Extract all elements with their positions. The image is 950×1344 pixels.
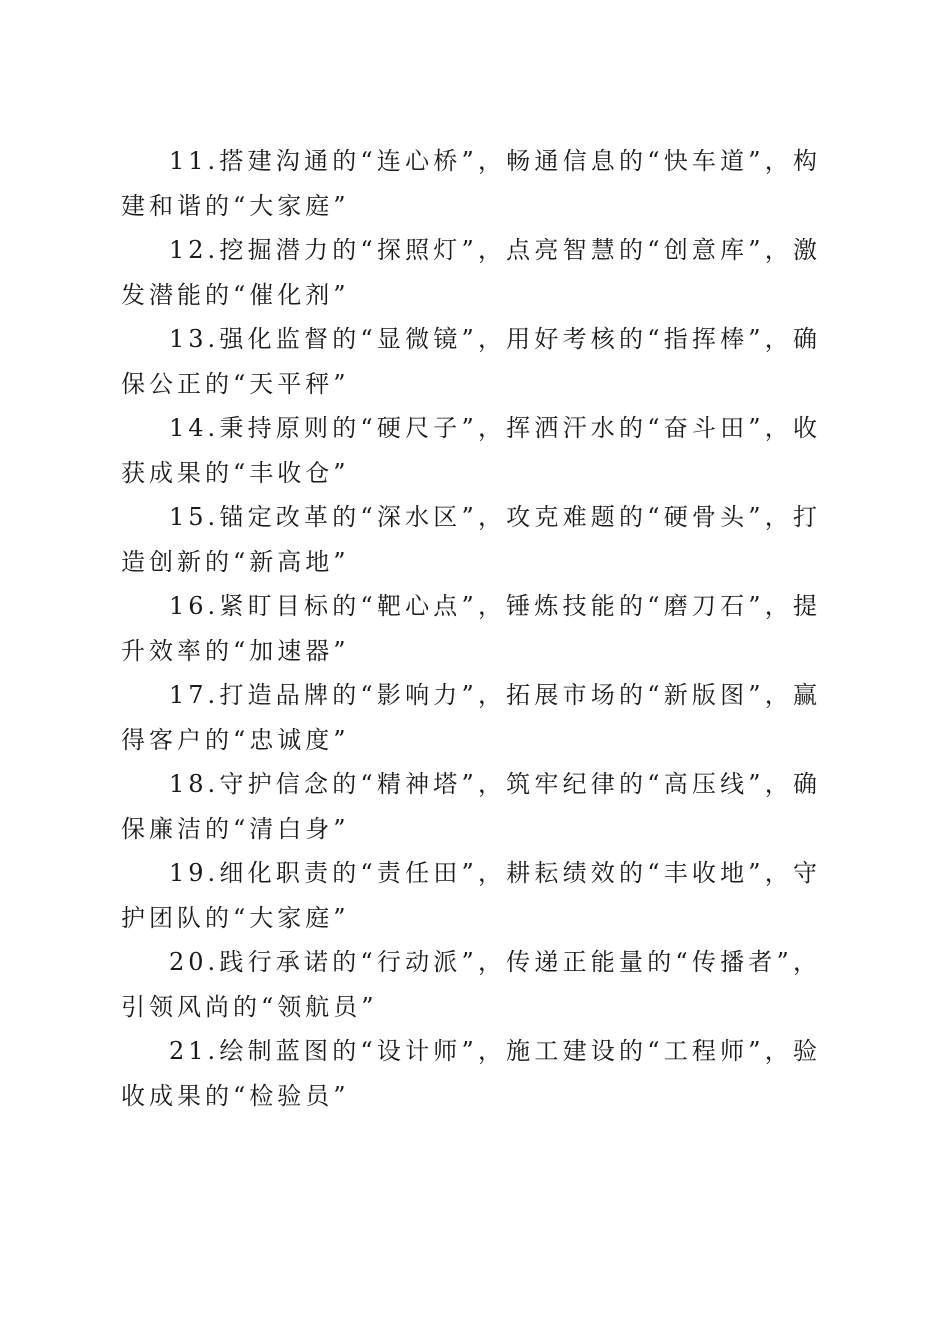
document-body [121, 139, 821, 1118]
list-item-20: 20.践行承诺的“行动派”，传递正能量的“传播者”，引领风尚的“领航员” [121, 948, 821, 1021]
list-item-13: 13.强化监督的“显微镜”，用好考核的“指挥棒”，确保公正的“天平秤” [121, 325, 821, 398]
list-item-14: 14.秉持原则的“硬尺子”，挥洒汗水的“奋斗田”，收获成果的“丰收仓” [121, 414, 821, 487]
list-item-15: 15.锚定改革的“深水区”，攻克难题的“硬骨头”，打造创新的“新高地” [121, 503, 821, 576]
list-item-16: 16.紧盯目标的“靶心点”，锤炼技能的“磨刀石”，提升效率的“加速器” [121, 592, 821, 665]
list-item-17: 17.打造品牌的“影响力”，拓展市场的“新版图”，赢得客户的“忠诚度” [121, 681, 821, 754]
list-item-19: 19.细化职责的“责任田”，耕耘绩效的“丰收地”，守护团队的“大家庭” [121, 859, 821, 932]
list-item-11: 11.搭建沟通的“连心桥”，畅通信息的“快车道”，构建和谐的“大家庭” [121, 147, 821, 220]
list-item-12: 12.挖掘潜力的“探照灯”，点亮智慧的“创意库”，激发潜能的“催化剂” [121, 236, 821, 309]
list-item-21: 21.绘制蓝图的“设计师”，施工建设的“工程师”，验收成果的“检验员” [121, 1037, 821, 1110]
list-item-18: 18.守护信念的“精神塔”，筑牢纪律的“高压线”，确保廉洁的“清白身” [121, 770, 821, 843]
